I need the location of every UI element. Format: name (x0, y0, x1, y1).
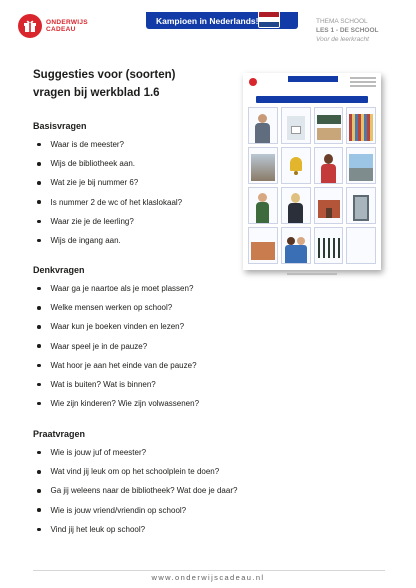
school-building-picture (314, 187, 344, 224)
thumb-banner (288, 76, 338, 82)
title-line-2: vragen bij werkblad 1.6 (33, 87, 160, 99)
gate-picture (314, 227, 344, 264)
list-item: Waar ga je naartoe als je moet plassen? (37, 279, 199, 298)
list-item: Wat zie je bij nummer 6? (37, 173, 182, 192)
brand-logo (18, 14, 88, 38)
footer-divider (33, 570, 385, 571)
list-item: Wijs de ingang aan. (37, 231, 182, 250)
list-item: Wat hoor je aan het einde van de pauze? (37, 356, 199, 375)
logo-line-1: ONDERWIJS (46, 19, 88, 26)
title-line-1: Suggesties voor (soorten) (33, 69, 176, 81)
teacher-picture (248, 107, 278, 144)
logo-line-2: CADEAU (46, 26, 76, 33)
classroom-picture (314, 107, 344, 144)
lesson-info (316, 17, 378, 44)
les-label: LES 1 - DE SCHOOL (316, 27, 379, 34)
gym-building-picture (248, 227, 278, 264)
section-title-praatvragen: Praatvragen (33, 429, 86, 439)
list-item: Waar speel je in de pauze? (37, 337, 199, 356)
school-bell-picture (281, 147, 311, 184)
list-item: Waar is de meester? (37, 135, 182, 154)
question-list-praat (37, 443, 237, 539)
list-item: Vind jij het leuk op school? (37, 520, 237, 539)
list-item: Is nummer 2 de wc of het klaslokaal? (37, 193, 182, 212)
banner-text: Kampioen in Nederlands! (156, 15, 259, 26)
thema-label: THEMA SCHOOL (316, 18, 368, 25)
list-item: Ga jij weleens naar de bibliotheek? Wat doe je daar? (37, 481, 237, 500)
list-item: Waar kun je boeken vinden en lezen? (37, 317, 199, 336)
list-item: Wat vind jij leuk om op het schoolplein te doen? (37, 462, 237, 481)
list-item: Wijs de bibliotheek aan. (37, 154, 182, 173)
library-picture (346, 107, 376, 144)
list-item: Wie is jouw juf of meester? (37, 443, 237, 462)
entrance-picture (346, 187, 376, 224)
page-title (33, 66, 223, 102)
schoolyard-picture (346, 147, 376, 184)
hallway-picture (248, 147, 278, 184)
thumb-meta (350, 77, 376, 89)
list-item: Wie zijn kinderen? Wie zijn volwassenen? (37, 394, 199, 413)
worksheet-thumbnail (243, 73, 381, 270)
question-list-denk (37, 279, 199, 413)
toilet-picture (281, 107, 311, 144)
audience-label: Voor de leerkracht (316, 36, 369, 43)
list-item: Wie is jouw vriend/vriendin op school? (37, 501, 237, 520)
list-item: Waar zie je de leerling? (37, 212, 182, 231)
question-list-basis (37, 135, 182, 250)
thumb-title-strip (256, 96, 368, 103)
student-picture (248, 187, 278, 224)
footer-url[interactable]: www.onderwijscadeau.nl (151, 573, 265, 582)
thumb-logo-icon (249, 78, 257, 86)
list-item: Welke mensen werken op school? (37, 298, 199, 317)
thumb-footer (287, 273, 337, 275)
list-item: Wat is buiten? Wat is binnen? (37, 375, 199, 394)
children-picture (281, 227, 311, 264)
section-title-basisvragen: Basisvragen (33, 121, 87, 131)
gift-icon (18, 14, 42, 38)
principal-picture (281, 187, 311, 224)
female-teacher-picture (314, 147, 344, 184)
thumb-picture-grid (248, 107, 376, 264)
section-title-denkvragen: Denkvragen (33, 265, 85, 275)
dutch-flag-icon (258, 11, 280, 28)
empty-picture-slot (346, 227, 376, 264)
